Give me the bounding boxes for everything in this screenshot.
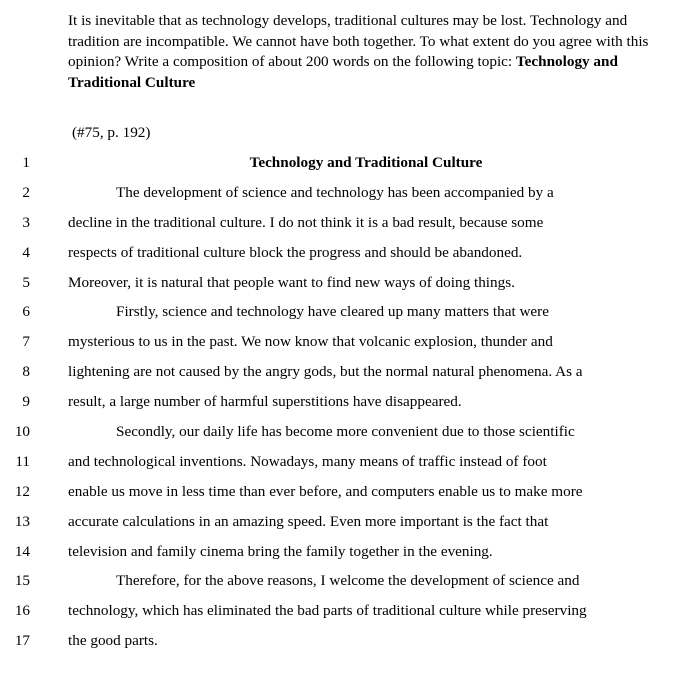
- line-number: 17: [14, 632, 30, 650]
- line-text: Firstly, science and technology have cleared up many matters that were: [116, 303, 549, 321]
- line-number: 12: [14, 482, 30, 500]
- line-text: mysterious to us in the past. We now know that volcanic explosion, thunder and: [68, 333, 553, 351]
- essay-title: Technology and Traditional Culture: [249, 154, 483, 171]
- line-number: 10: [14, 423, 30, 441]
- line-number: 13: [14, 512, 30, 530]
- line-number: 4: [22, 243, 30, 261]
- line-text: result, a large number of harmful superstitions have disappeared.: [68, 393, 462, 411]
- line-number: 7: [22, 333, 30, 351]
- essay-line-14: [0, 540, 686, 570]
- essay-line-16: [0, 599, 686, 629]
- line-number: 2: [22, 183, 30, 201]
- essay-prompt: [68, 11, 668, 93]
- line-text: respects of traditional culture block the progress and should be abandoned.: [68, 243, 523, 261]
- line-number: 15: [14, 572, 30, 590]
- line-text: lightening are not caused by the angry gods, but the normal natural phenomena. As a: [68, 363, 583, 381]
- essay-line-3: [0, 211, 686, 241]
- essay-line-6: [0, 300, 686, 330]
- essay-line-8: [0, 360, 686, 390]
- essay-line-7: [0, 330, 686, 360]
- line-number: 8: [22, 363, 30, 381]
- line-text: accurate calculations in an amazing speed. Even more important is the fact that: [68, 512, 549, 530]
- essay-body: [0, 151, 686, 659]
- essay-line-5: [0, 271, 686, 301]
- essay-line-11: [0, 450, 686, 480]
- line-number: 14: [14, 542, 30, 560]
- essay-line-2: [0, 181, 686, 211]
- essay-line-10: [0, 420, 686, 450]
- essay-line-1: [0, 151, 686, 181]
- prompt-topic: Technology and Traditional Culture: [68, 53, 618, 91]
- line-text: technology, which has eliminated the bad parts of traditional culture while preserving: [68, 602, 587, 620]
- line-text: television and family cinema bring the family together in the evening.: [68, 542, 493, 560]
- line-text: the good parts.: [68, 632, 158, 650]
- essay-line-12: [0, 480, 686, 510]
- line-text: Therefore, for the above reasons, I welcome the development of science and: [116, 572, 580, 590]
- line-text: decline in the traditional culture. I do not think it is a bad result, because some: [68, 213, 544, 231]
- prompt-text: It is inevitable that as technology develops, traditional cultures may be lost. Technology and tradition are incompatible. We cannot have both together. To what extent do you agree with this opinion? Write a composition of about 200 words on the following topic:: [68, 12, 649, 70]
- line-text: Secondly, our daily life has become more convenient due to those scientific: [116, 423, 575, 441]
- line-text: enable us move in less time than ever before, and computers enable us to make more: [68, 482, 583, 500]
- line-number: 5: [22, 273, 30, 291]
- line-number: 16: [14, 602, 30, 620]
- essay-line-15: [0, 569, 686, 599]
- line-number: 11: [15, 452, 30, 470]
- line-number: 3: [22, 213, 30, 231]
- line-text: Moreover, it is natural that people want to find new ways of doing things.: [68, 273, 515, 291]
- essay-line-9: [0, 390, 686, 420]
- line-number: 1: [22, 154, 30, 171]
- line-text: The development of science and technology has been accompanied by a: [116, 183, 554, 201]
- essay-line-13: [0, 510, 686, 540]
- line-number: 9: [22, 393, 30, 411]
- line-number: 6: [22, 303, 30, 321]
- essay-line-17: [0, 629, 686, 659]
- source-citation: (#75, p. 192): [72, 124, 151, 141]
- line-text: and technological inventions. Nowadays, many means of traffic instead of foot: [68, 452, 547, 470]
- essay-line-4: [0, 241, 686, 271]
